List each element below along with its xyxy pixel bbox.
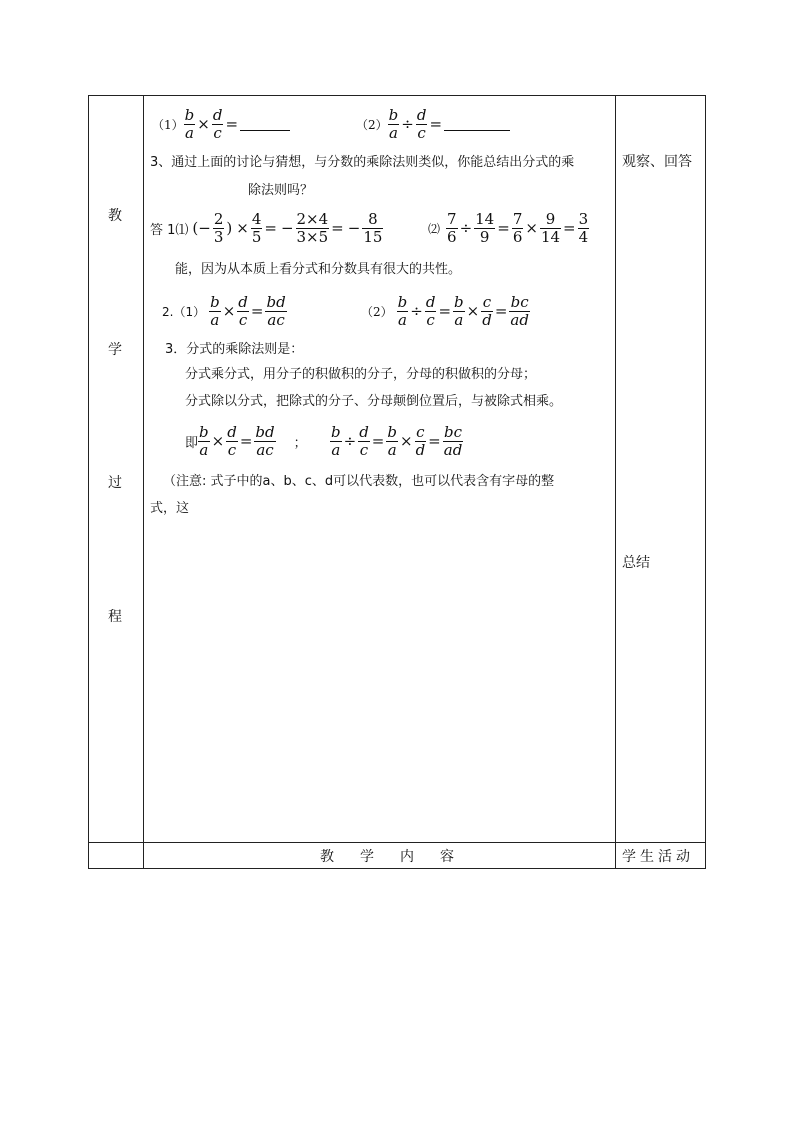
divide-sign: ÷ xyxy=(410,302,423,320)
footer-content-label: 教 学 内 容 xyxy=(320,849,460,865)
rule-multiplication: 分式乘分式，用分子的积做积的分子，分母的积做积的分母； xyxy=(185,367,537,382)
fraction: $\frac{b}{a}$ xyxy=(210,293,220,329)
rule-ji: 即 xyxy=(185,435,199,451)
exercise-label: （2） xyxy=(356,117,388,132)
paren: ) xyxy=(226,219,233,237)
fraction: $\frac{2}{3}$ xyxy=(213,210,224,246)
divide-sign: ÷ xyxy=(459,219,473,237)
fraction: $\frac{b}{a}$ xyxy=(331,423,341,459)
fraction: $\frac{d}{c}$ xyxy=(227,423,237,459)
equals-sign: = xyxy=(494,302,508,320)
fraction: $\frac{b}{a}$ xyxy=(397,293,408,329)
equals-sign: = xyxy=(428,432,441,450)
left-label-char: 教 xyxy=(108,208,122,224)
footer-activity-label: 学生活动 xyxy=(622,849,694,865)
fraction: $\frac{2\times 4}{3\times 5}$ xyxy=(296,210,329,246)
exercise-2 xyxy=(356,104,510,144)
note-line2: 式，这 xyxy=(150,501,190,516)
rule-formula-multiply xyxy=(185,420,307,462)
divide-sign: ÷ xyxy=(343,432,357,450)
answer-explanation: 能，因为从本质上看分式和分数具有很大的共性。 xyxy=(175,262,462,277)
note-line1: （注意: 式子中的a、b、c、d可以代表数，也可以代表含有字母的整 xyxy=(163,474,555,489)
fraction: $\frac{14}{9}$ xyxy=(475,210,495,246)
question-3-line1: 3、通过上面的讨论与猜想，与分数的乘除法则类似，你能总结出分式的乘 xyxy=(150,155,575,170)
minus-sign: − xyxy=(280,219,294,237)
minus-sign: − xyxy=(347,219,361,237)
fraction: $\frac{bd}{ac}$ xyxy=(266,293,286,329)
fraction: $\frac{b}{a}$ xyxy=(387,423,397,459)
times-sign: × xyxy=(197,115,210,133)
paren: (− xyxy=(192,219,211,237)
answer-blank[interactable] xyxy=(444,118,510,131)
answer-label: ⑵ xyxy=(428,221,441,236)
fraction: $\frac{8}{15}$ xyxy=(363,210,383,246)
fraction: $\frac{d}{c}$ xyxy=(359,423,369,459)
equals-sign: = xyxy=(225,115,239,133)
exercise-1 xyxy=(152,104,290,144)
answer-2-part2 xyxy=(361,291,530,331)
fraction: $\frac{4}{5}$ xyxy=(251,210,262,246)
left-label-char: 过 xyxy=(108,475,122,491)
activity-note-observe: 观察、回答 xyxy=(622,154,692,170)
answer-2-part1 xyxy=(162,291,287,331)
equals-sign: = xyxy=(239,432,253,450)
equals-sign: = xyxy=(250,302,264,320)
fraction: $\frac{bc}{ad}$ xyxy=(510,293,529,329)
rule-formula-divide xyxy=(330,420,463,462)
table-divider-left xyxy=(143,96,144,868)
fraction: $\frac{d}{c}$ xyxy=(416,106,427,142)
fraction: $\frac{7}{6}$ xyxy=(512,210,523,246)
divide-sign: ÷ xyxy=(401,115,414,133)
fraction: $\frac{d}{c}$ xyxy=(238,293,248,329)
left-label-char: 程 xyxy=(108,609,122,625)
equals-sign: = xyxy=(438,302,452,320)
fraction: $\frac{7}{6}$ xyxy=(447,210,457,246)
fraction: $\frac{c}{d}$ xyxy=(482,293,492,329)
fraction: $\frac{bc}{ad}$ xyxy=(443,423,463,459)
times-sign: × xyxy=(222,302,236,320)
rule-title: 3．分式的乘除法则是： xyxy=(165,342,304,357)
answer-1-part1 xyxy=(150,208,383,248)
times-sign: × xyxy=(236,219,249,237)
fraction: $\frac{b}{a}$ xyxy=(184,106,195,142)
answer-label: 答 1⑴ xyxy=(150,222,189,238)
times-sign: × xyxy=(399,432,413,450)
fraction: $\frac{b}{a}$ xyxy=(454,293,464,329)
fraction: $\frac{c}{d}$ xyxy=(415,423,426,459)
times-sign: × xyxy=(466,302,480,320)
equals-sign: = xyxy=(331,219,344,237)
exercise-label: （1） xyxy=(152,117,184,132)
equals-sign: = xyxy=(563,219,576,237)
equals-sign: = xyxy=(497,219,510,237)
answer-1-part2 xyxy=(428,208,589,248)
fraction: $\frac{d}{c}$ xyxy=(212,106,223,142)
answer-label: 2.（1） xyxy=(162,304,206,319)
left-label-char: 学 xyxy=(108,342,122,358)
table-divider-right xyxy=(615,96,616,868)
fraction: $\frac{d}{c}$ xyxy=(425,293,436,329)
fraction: $\frac{bd}{ac}$ xyxy=(255,423,275,459)
answer-blank[interactable] xyxy=(240,118,290,131)
fraction: $\frac{b}{a}$ xyxy=(388,106,399,142)
rule-division: 分式除以分式，把除式的分子、分母颠倒位置后，与被除式相乘。 xyxy=(185,394,563,409)
activity-note-summary: 总结 xyxy=(622,555,650,571)
table-divider-footer xyxy=(89,842,705,843)
equals-sign: = xyxy=(264,219,277,237)
semicolon: ； xyxy=(293,435,307,451)
times-sign: × xyxy=(211,432,225,450)
fraction: $\frac{3}{4}$ xyxy=(578,210,589,246)
fraction: $\frac{9}{14}$ xyxy=(540,210,561,246)
question-3-line2: 除法则吗？ xyxy=(248,183,314,198)
equals-sign: = xyxy=(429,115,443,133)
fraction: $\frac{b}{a}$ xyxy=(199,423,209,459)
answer-label: （2） xyxy=(361,304,393,319)
times-sign: × xyxy=(525,219,538,237)
equals-sign: = xyxy=(371,432,385,450)
